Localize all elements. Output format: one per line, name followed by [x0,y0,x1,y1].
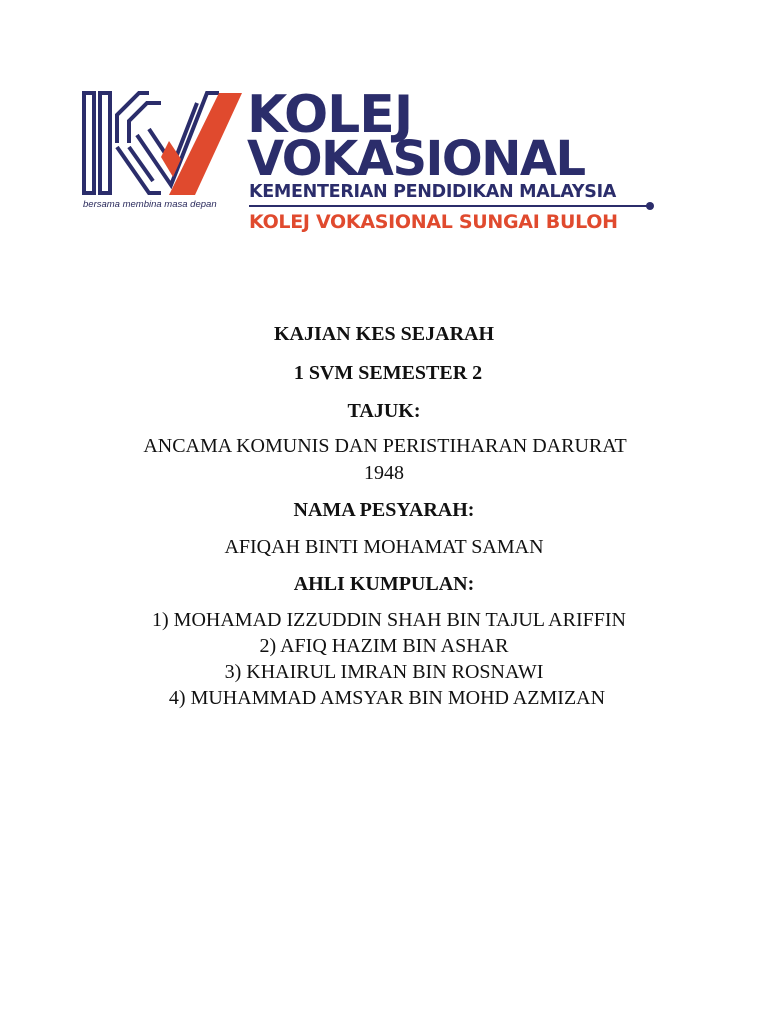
member-item: 3) KHAIRUL IMRAN BIN ROSNAWI [224,661,544,683]
title-line-1: ANCAMA KOMUNIS DAN PERISTIHARAN DARURAT [143,435,627,457]
class-semester: 1 SVM SEMESTER 2 [293,362,483,384]
member-item: 1) MOHAMAD IZZUDDIN SHAH BIN TAJUL ARIFFIN [152,609,626,631]
kv-emblem-icon [77,85,247,240]
logo-wordmark-vokasional: VOKASIONAL [247,131,585,187]
logo-divider-dot [646,202,654,210]
members-label: AHLI KUMPULAN: [293,573,475,595]
member-item: 4) MUHAMMAD AMSYAR BIN MOHD AZMIZAN [168,687,606,709]
college-logo [77,85,660,240]
logo-divider [249,205,649,207]
logo-wordmark-kolej: KOLEJ [247,85,413,145]
lecturer-label: NAMA PESYARAH: [293,499,475,521]
members-list [0,607,768,711]
lecturer-name: AFIQAH BINTI MOHAMAT SAMAN [224,536,544,558]
logo-ministry: KEMENTERIAN PENDIDIKAN MALAYSIA [249,182,617,202]
member-item: 2) AFIQ HAZIM BIN ASHAR [259,635,509,657]
title-line-2: 1948 [364,462,404,484]
title-label: TAJUK: [347,400,421,422]
logo-tagline: bersama membina masa depan [83,199,217,210]
logo-campus-name: KOLEJ VOKASIONAL SUNGAI BULOH [249,211,618,233]
document-heading: KAJIAN KES SEJARAH [273,323,495,345]
